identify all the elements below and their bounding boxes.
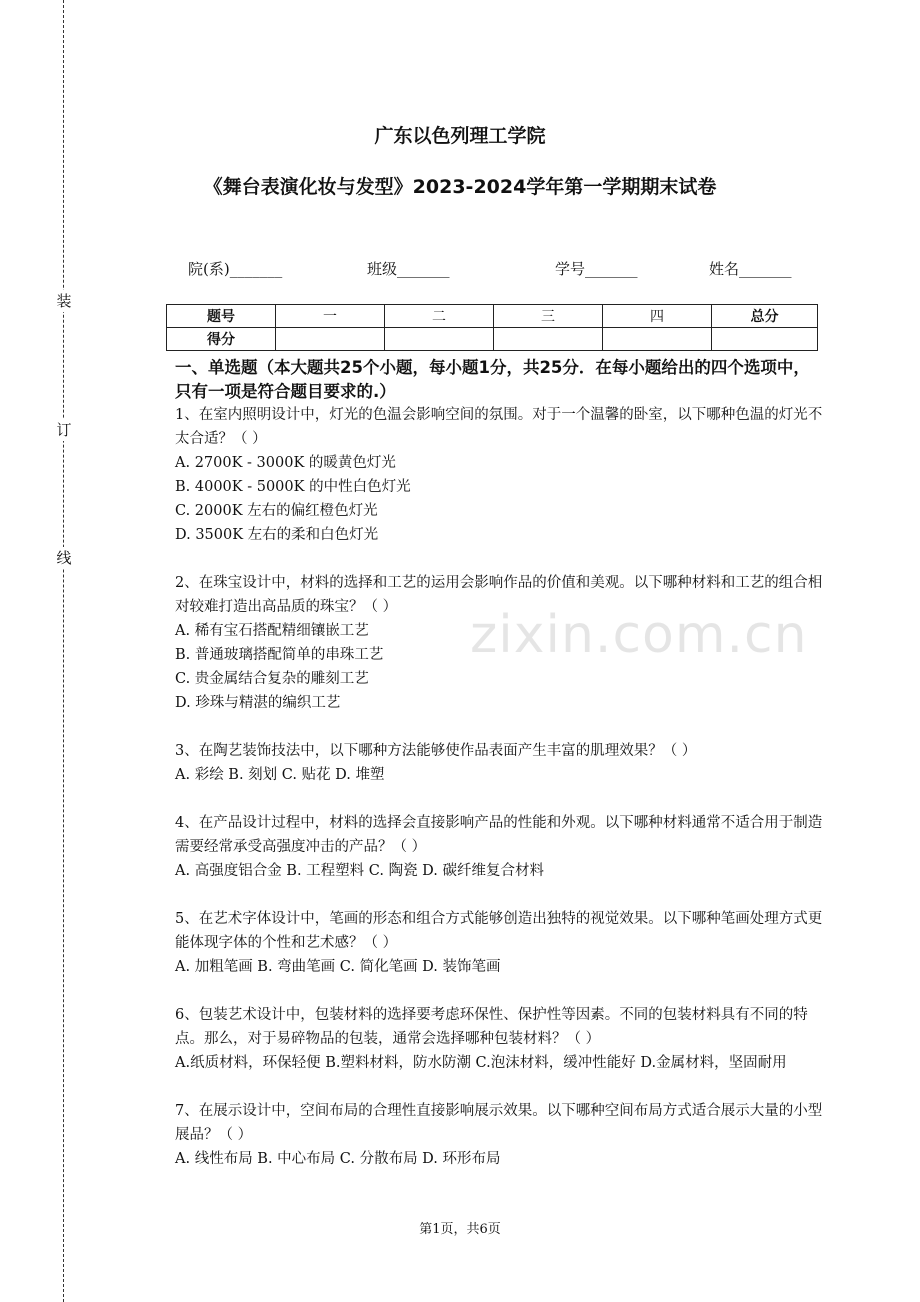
score-table-row-label: 得分 [167, 328, 276, 351]
question-option: A. 稀有宝石搭配精细镶嵌工艺 [175, 623, 369, 639]
watermark: zixin.com.cn [470, 605, 808, 665]
question-6 [175, 1003, 825, 1075]
score-table-header-row [167, 305, 818, 328]
section-heading: 一、单选题（本大题共25个小题，每小题1分，共25分．在每小题给出的四个选项中，只有一项是符合题目要求的.） [175, 358, 810, 401]
binding-char-ding: 订 [56, 421, 72, 439]
question-option: C. 贵金属结合复杂的雕刻工艺 [175, 671, 369, 687]
score-cell-1[interactable] [276, 328, 385, 351]
question-7 [175, 1099, 825, 1171]
question-option: A. 2700K - 3000K 的暖黄色灯光 [175, 455, 396, 471]
question-option: A. 线性布局 B. 中心布局 C. 分散布局 D. 环形布局 [175, 1151, 501, 1167]
score-table [166, 304, 818, 351]
question-option: A. 加粗笔画 B. 弯曲笔画 C. 简化笔画 D. 装饰笔画 [175, 959, 501, 975]
page-footer: 第1页，共6页 [419, 1222, 501, 1237]
question-3 [175, 739, 825, 787]
question-option: A.纸质材料，环保轻便 B.塑料材料，防水防潮 C.泡沫材料，缓冲性能好 D.金属材料，坚固耐用 [175, 1055, 787, 1071]
question-stem: 7、在展示设计中，空间布局的合理性直接影响展示效果。以下哪种空间布局方式适合展示大量的小型展品？（ ） [175, 1103, 823, 1143]
exam-title: 《舞台表演化妆与发型》2023-2024学年第一学期期末试卷 [203, 176, 717, 198]
question-1 [175, 403, 825, 547]
class-field: 班级_______ [367, 260, 450, 278]
binding-char-xian: 线 [56, 549, 72, 567]
score-table-col-3: 三 [494, 305, 603, 328]
score-table-header-label: 题号 [167, 305, 276, 328]
score-cell-3[interactable] [494, 328, 603, 351]
score-table-col-4: 四 [603, 305, 712, 328]
question-option: A. 高强度铝合金 B. 工程塑料 C. 陶瓷 D. 碳纤维复合材料 [175, 863, 545, 879]
score-table-col-total: 总分 [712, 305, 818, 328]
question-list [175, 403, 825, 1195]
question-option: D. 珍珠与精湛的编织工艺 [175, 695, 341, 711]
question-4 [175, 811, 825, 883]
school-title: 广东以色列理工学院 [374, 125, 546, 147]
question-stem: 1、在室内照明设计中，灯光的色温会影响空间的氛围。对于一个温馨的卧室，以下哪种色温的灯光不太合适？（ ） [175, 407, 823, 447]
question-option: A. 彩绘 B. 刻划 C. 贴花 D. 堆塑 [175, 767, 385, 783]
score-cell-2[interactable] [385, 328, 494, 351]
question-stem: 6、包装艺术设计中，包装材料的选择要考虑环保性、保护性等因素。不同的包装材料具有不同的特点。那么，对于易碎物品的包装，通常会选择哪种包装材料？（ ） [175, 1007, 808, 1047]
score-cell-4[interactable] [603, 328, 712, 351]
score-table-col-1: 一 [276, 305, 385, 328]
name-field: 姓名_______ [709, 260, 792, 278]
question-stem: 2、在珠宝设计中，材料的选择和工艺的运用会影响作品的价值和美观。以下哪种材料和工艺的组合相对较难打造出高品质的珠宝？（ ） [175, 575, 823, 615]
question-option: B. 4000K - 5000K 的中性白色灯光 [175, 479, 411, 495]
department-field: 院(系)_______ [188, 260, 283, 278]
question-stem: 4、在产品设计过程中，材料的选择会直接影响产品的性能和外观。以下哪种材料通常不适合用于制造需要经常承受高强度冲击的产品？（ ） [175, 815, 823, 855]
question-option: C. 2000K 左右的偏红橙色灯光 [175, 503, 378, 519]
question-stem: 3、在陶艺装饰技法中，以下哪种方法能够使作品表面产生丰富的肌理效果？（ ） [175, 743, 697, 759]
student-id-field: 学号_______ [555, 260, 638, 278]
question-option: D. 3500K 左右的柔和白色灯光 [175, 527, 379, 543]
score-table-score-row [167, 328, 818, 351]
question-stem: 5、在艺术字体设计中，笔画的形态和组合方式能够创造出独特的视觉效果。以下哪种笔画处理方式更能体现字体的个性和艺术感？（ ） [175, 911, 823, 951]
score-table-col-2: 二 [385, 305, 494, 328]
question-5 [175, 907, 825, 979]
question-option: B. 普通玻璃搭配简单的串珠工艺 [175, 647, 384, 663]
binding-char-zhuang: 装 [56, 292, 72, 310]
question-2 [175, 571, 825, 715]
score-cell-total[interactable] [712, 328, 818, 351]
